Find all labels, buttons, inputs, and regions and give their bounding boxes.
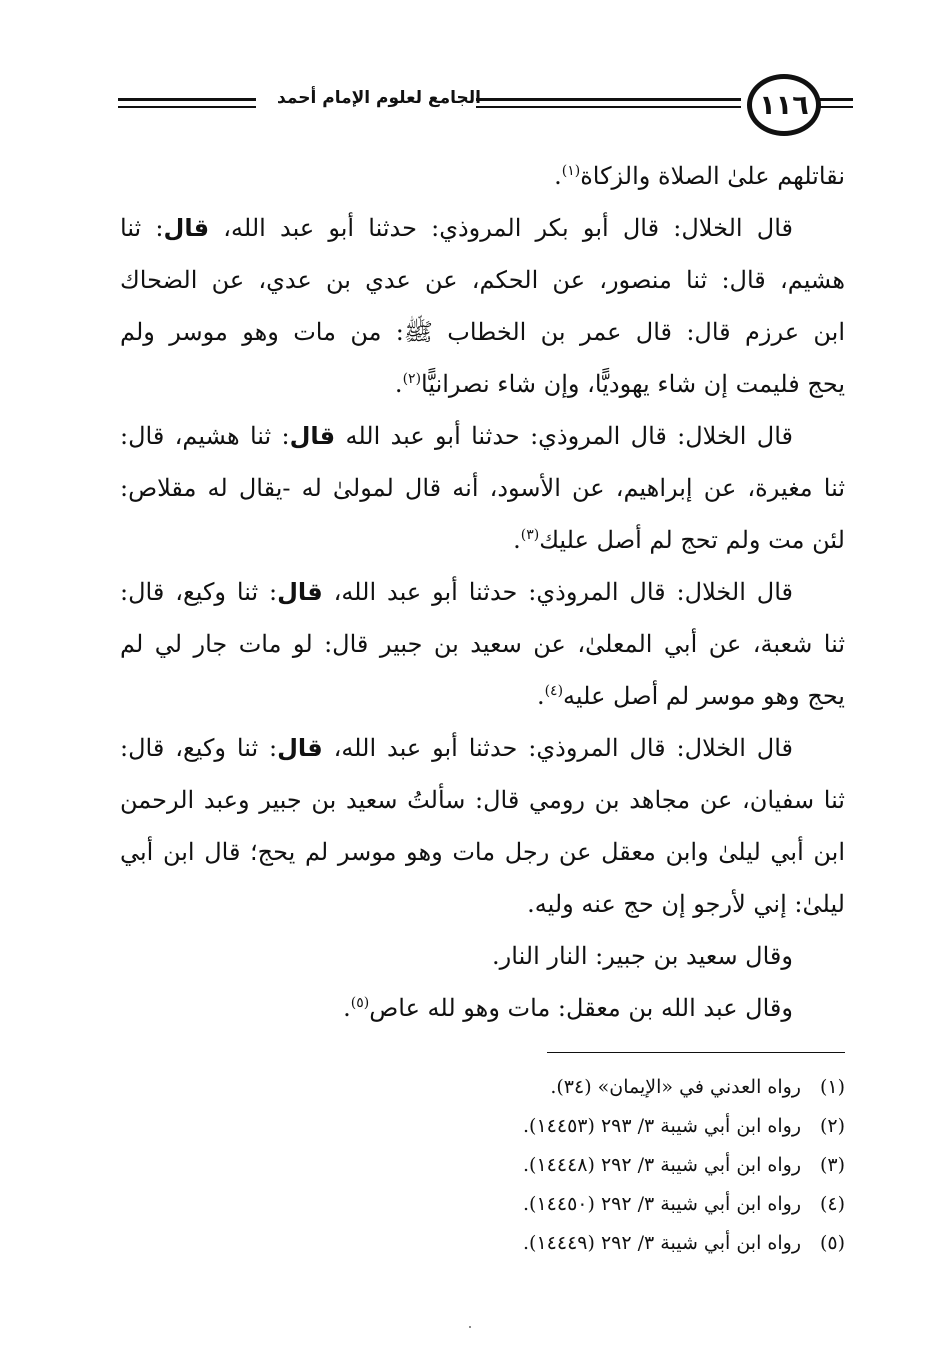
line-end: . xyxy=(513,526,521,554)
text-line xyxy=(120,358,845,410)
line-text: لئن مت ولم تحج لم أصل عليك xyxy=(539,526,845,554)
header-rule-left xyxy=(118,98,256,108)
line-text: قال الخلال: قال المروذي: حدثنا أبو عبد الله، xyxy=(322,578,793,606)
text-line xyxy=(120,202,845,254)
text-line: ثنا شعبة، عن أبي المعلىٰ، عن سعيد بن جبير قال: لو مات جار لي لم xyxy=(120,630,845,658)
paragraph-2 xyxy=(120,202,845,410)
text-line xyxy=(120,566,845,618)
footnote-item xyxy=(325,1107,845,1146)
text-line: ليلىٰ: إني لأرجو إن حج عنه وليه. xyxy=(527,890,845,918)
text-line xyxy=(120,150,845,202)
line-text: يحج فليمت إن شاء يهوديًّا، وإن شاء نصرانيًّا xyxy=(421,370,845,398)
main-text xyxy=(120,150,845,1034)
footnote-item xyxy=(325,1068,845,1107)
footnote-number: (١) xyxy=(819,1076,845,1098)
footnote-number: (٣) xyxy=(819,1154,845,1176)
header-rule-middle xyxy=(476,98,741,108)
footnote-item xyxy=(325,1224,845,1263)
footnote-ref: (٥) xyxy=(350,995,370,1011)
line-end: . xyxy=(343,994,351,1022)
page-number: ١١٦ xyxy=(759,89,809,121)
footnote-number: (٥) xyxy=(819,1232,845,1254)
text-line: ابن أبي ليلىٰ وابن معقل عن رجل مات وهو موسر لم يحج؛ قال ابن أبي xyxy=(120,838,845,866)
line-text: نقاتلهم علىٰ الصلاة والزكاة xyxy=(580,162,845,190)
line-text: : ثنا وكيع، قال: xyxy=(120,578,278,606)
footnote-text: رواه ابن أبي شيبة ٣/ ٢٩٢ (١٤٤٥٠). xyxy=(523,1193,801,1215)
line-end: . xyxy=(554,162,562,190)
text-line: ثنا سفيان، عن مجاهد بن رومي قال: سألتُ سعيد بن جبير وعبد الرحمن xyxy=(120,786,845,814)
footnote-number: (٢) xyxy=(819,1115,845,1137)
footnotes xyxy=(325,1068,845,1263)
text-line xyxy=(120,670,845,722)
text-line xyxy=(120,722,845,774)
text-line xyxy=(120,514,845,566)
paragraph-5 xyxy=(120,722,845,930)
bold-qala: قال xyxy=(163,214,210,242)
paragraph-3 xyxy=(120,410,845,566)
header-rule-right xyxy=(819,98,853,108)
page-number-medallion xyxy=(747,74,821,136)
scan-speck xyxy=(469,1326,471,1328)
line-text: : ثنا وكيع، قال: xyxy=(120,734,278,762)
footnote-item xyxy=(325,1146,845,1185)
text-line xyxy=(120,982,845,1034)
footnote-ref: (١) xyxy=(561,163,581,179)
line-text: قال الخلال: قال المروذي: حدثنا أبو عبد الله xyxy=(335,422,794,450)
running-title: الجامع لعلوم الإمام أحمد xyxy=(277,88,481,108)
footnote-number: (٤) xyxy=(819,1193,845,1215)
text-line: وقال سعيد بن جبير: النار النار. xyxy=(492,942,793,970)
line-end: . xyxy=(394,370,403,398)
footnote-item xyxy=(325,1185,845,1224)
paragraph-1 xyxy=(120,150,845,202)
footnote-ref: (٢) xyxy=(402,371,422,387)
line-text: قال الخلال: قال المروذي: حدثنا أبو عبد الله، xyxy=(322,734,793,762)
paragraph-7 xyxy=(120,982,845,1034)
line-text: يحج وهو موسر لم أصل عليه xyxy=(563,682,845,710)
paragraph-4 xyxy=(120,566,845,722)
bold-qala: قال xyxy=(277,734,323,762)
footnote-ref: (٤) xyxy=(544,683,564,699)
line-text: : ثنا هشيم، قال: xyxy=(120,422,290,450)
footnote-text: رواه ابن أبي شيبة ٣/ ٢٩٣ (١٤٤٥٣). xyxy=(523,1115,801,1137)
bold-qala: قال xyxy=(277,578,323,606)
text-line: ثنا مغيرة، عن إبراهيم، عن الأسود، أنه قال لمولىٰ له -يقال له مقلاص: xyxy=(120,474,845,502)
text-line: ابن عرزم قال: قال عمر بن الخطاب ﷺ: من مات وهو موسر ولم xyxy=(120,318,845,346)
footnote-text: رواه ابن أبي شيبة ٣/ ٢٩٢ (١٤٤٤٩). xyxy=(523,1232,801,1254)
bold-qala: قال xyxy=(289,422,336,450)
footnote-separator xyxy=(547,1052,845,1053)
line-end: . xyxy=(536,682,545,710)
page-header xyxy=(118,74,853,138)
footnote-ref: (٣) xyxy=(520,527,540,543)
line-text: وقال عبد الله بن معقل: مات وهو لله عاص xyxy=(369,994,793,1022)
paragraph-6 xyxy=(120,930,845,982)
text-line: هشيم، قال: ثنا منصور، عن الحكم، عن عدي بن عدي، عن الضحاك xyxy=(120,266,845,294)
footnote-text: رواه ابن أبي شيبة ٣/ ٢٩٢ (١٤٤٤٨). xyxy=(523,1154,801,1176)
text-line xyxy=(120,410,845,462)
footnote-text: رواه العدني في «الإيمان» (٣٤). xyxy=(550,1076,801,1098)
line-text: قال الخلال: قال أبو بكر المروذي: حدثنا أبو عبد الله، xyxy=(209,214,793,242)
line-text: : ثنا xyxy=(120,214,164,242)
